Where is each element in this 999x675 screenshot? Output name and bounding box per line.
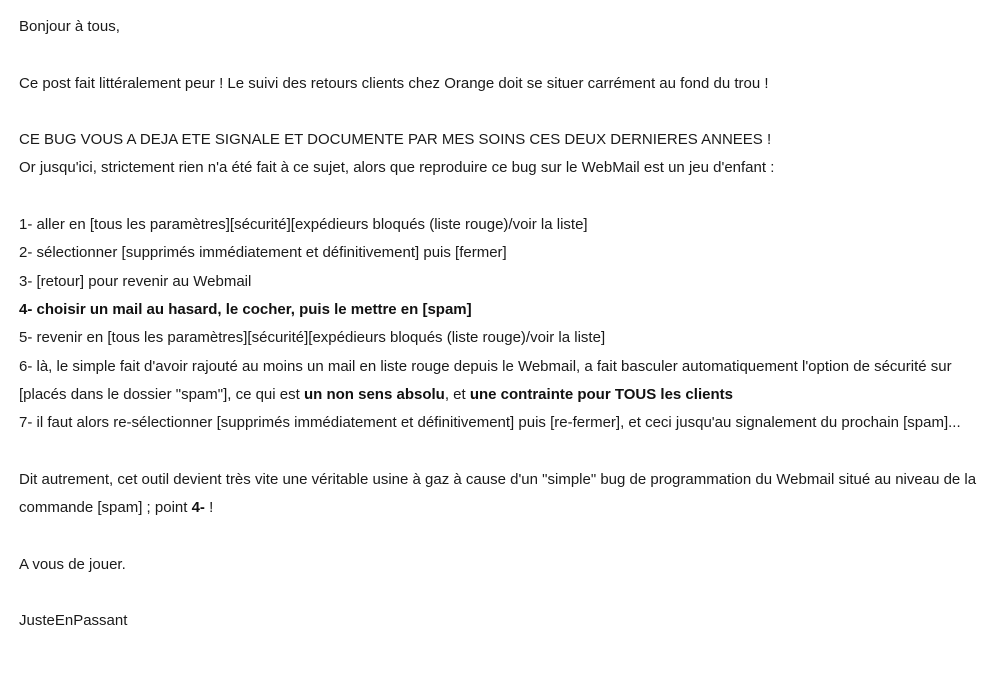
closing-line: A vous de jouer. bbox=[19, 555, 126, 573]
summary-end: ! bbox=[204, 499, 214, 517]
step-4: 4- choisir un mail au hasard, le cocher, puis le mettre en [spam] bbox=[19, 300, 472, 318]
step-3: 3- [retour] pour revenir au Webmail bbox=[19, 272, 252, 290]
spacer bbox=[19, 98, 979, 126]
summary-paragraph bbox=[19, 466, 979, 523]
step-6-joiner: , et bbox=[444, 385, 470, 403]
spacer bbox=[19, 183, 979, 211]
forum-post-body bbox=[19, 13, 979, 636]
step-6 bbox=[19, 353, 979, 410]
greeting: Bonjour à tous, bbox=[19, 18, 120, 35]
step-6-emphasis-1: un non sens absolu bbox=[303, 385, 445, 403]
signature: JusteEnPassant bbox=[19, 612, 128, 630]
step-5: 5- revenir en [tous les paramètres][sécurité][expédieurs bloqués (liste rouge)/voir la liste] bbox=[19, 329, 606, 347]
step-6-emphasis-2: une contrainte pour TOUS les clients bbox=[469, 385, 733, 403]
spacer bbox=[19, 579, 979, 607]
summary-text: Dit autrement, cet outil devient très vite une véritable usine à gaz à cause d'un "simple" bug de programmation du Webmail situé au niveau de la commande [spam] ; point bbox=[19, 470, 977, 517]
spacer bbox=[19, 522, 979, 550]
spacer bbox=[19, 41, 979, 69]
alert-line: CE BUG VOUS A DEJA ETE SIGNALE ET DOCUMENTE PAR MES SOINS CES DEUX DERNIERES ANNEES ! bbox=[19, 131, 772, 149]
summary-emphasis: 4- bbox=[191, 499, 205, 517]
intro-paragraph: Ce post fait littéralement peur ! Le suivi des retours clients chez Orange doit se situer carrément au fond du trou ! bbox=[19, 74, 769, 92]
step-1: 1- aller en [tous les paramètres][sécurité][expédieurs bloqués (liste rouge)/voir la liste] bbox=[19, 216, 588, 234]
step-6-text: 6- là, le simple fait d'avoir rajouté au moins un mail en liste rouge depuis le Webmail, a fait basculer automatiquement l'option de sécurité sur [placés dans le dossier "spam"], ce qui est bbox=[19, 357, 952, 403]
step-2: 2- sélectionner [supprimés immédiatement et définitivement] puis [fermer] bbox=[19, 244, 507, 262]
step-7: 7- il faut alors re-sélectionner [supprimés immédiatement et définitivement] puis [re-fermer], et ceci jusqu'au signalement du prochain [spam]... bbox=[19, 414, 961, 432]
spacer bbox=[19, 437, 979, 465]
context-line: Or jusqu'ici, strictement rien n'a été fait à ce sujet, alors que reproduire ce bug sur le WebMail est un jeu d'enfant : bbox=[19, 159, 775, 177]
